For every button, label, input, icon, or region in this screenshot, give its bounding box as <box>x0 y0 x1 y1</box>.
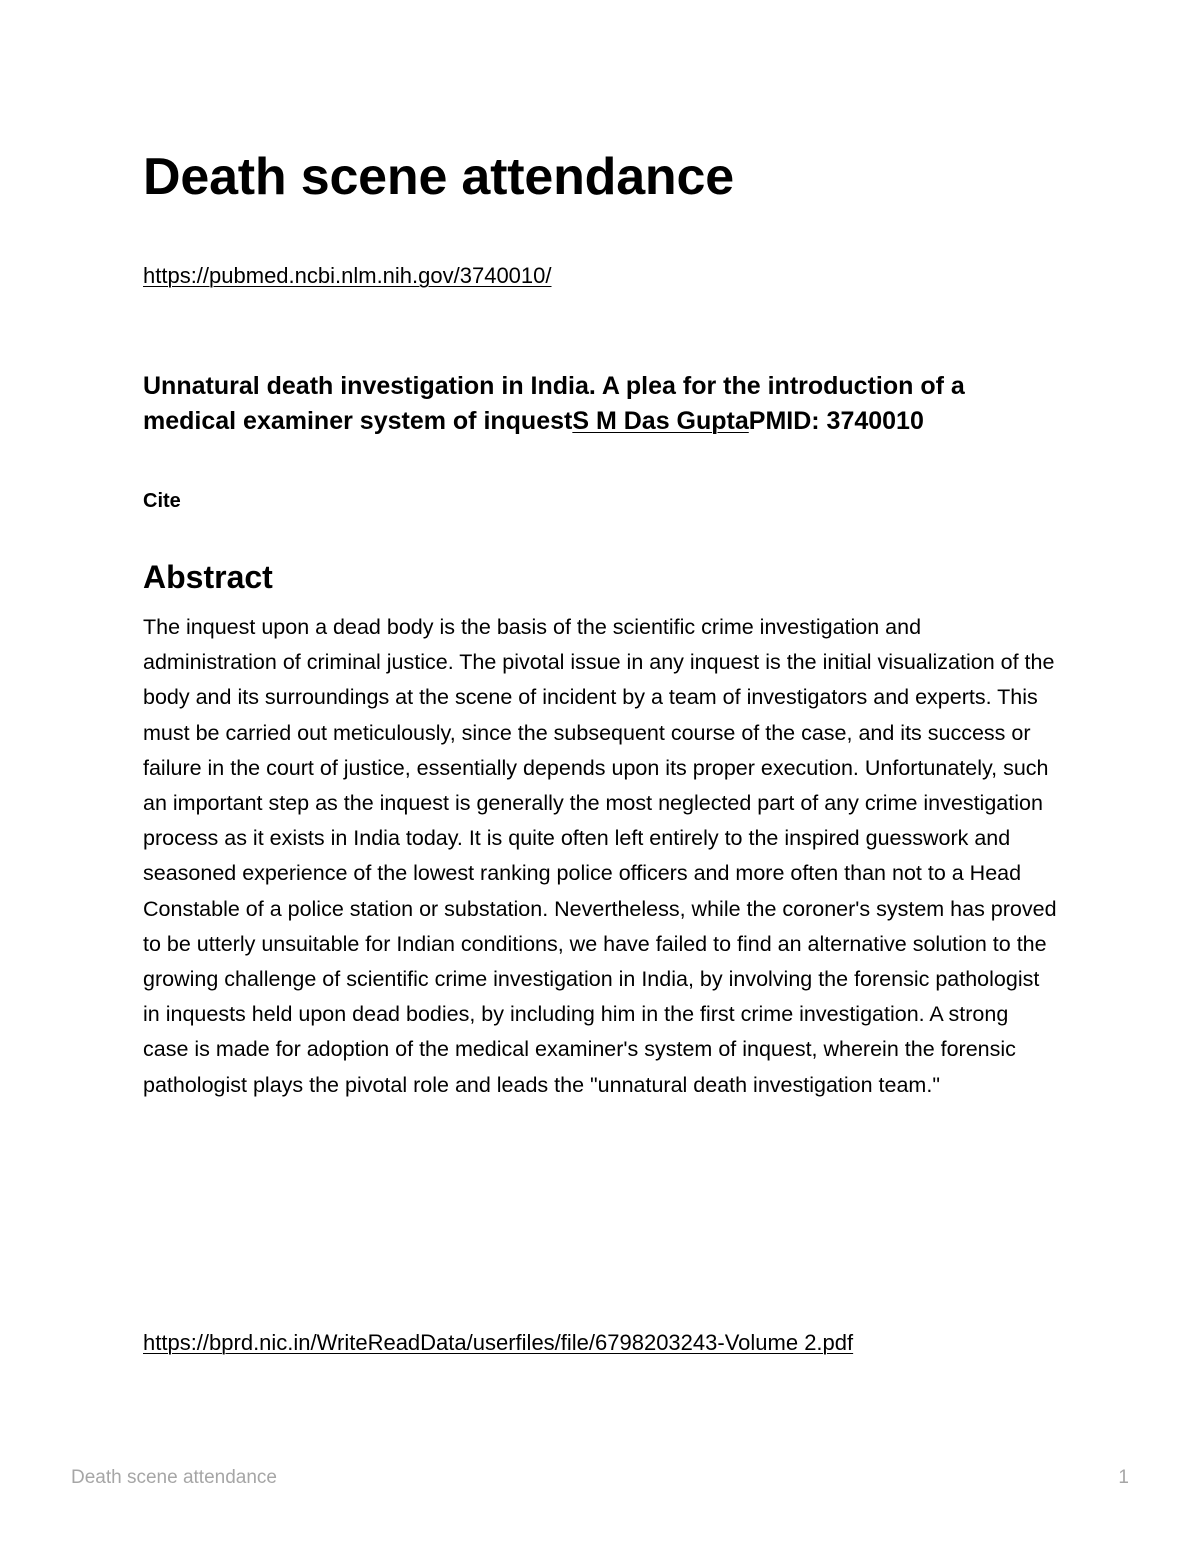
abstract-text: The inquest upon a dead body is the basis of the scientific crime investigation and administration of criminal justice. The pivotal issue in any inquest is the initial visualization of the body and its surroundings at the scene of incident by a team of investigators and experts. This must be carried out meticulously, since the subsequent course of the case, and its success or failure in the court of justice, essentially depends upon its proper execution. Unfortunately, such an important step as the inquest is generally the most neglected part of any crime investigation process as it exists in India today. It is quite often left entirely to the inspired guesswork and seasoned experience of the lowest ranking police officers and more often than not to a Head Constable of a police station or substation. Nevertheless, while the coroner's system has proved to be utterly unsuitable for Indian conditions, we have failed to find an alternative solution to the growing challenge of scientific crime investigation in India, by involving the forensic pathologist in inquests held upon dead bodies, by including him in the first crime investigation. A strong case is made for adoption of the medical examiner's system of inquest, wherein the forensic pathologist plays the pivotal role and leads the "unnatural death investigation team." <box>143 615 1057 1097</box>
abstract-heading: Abstract <box>143 559 273 595</box>
cite-button[interactable]: Cite <box>143 490 181 512</box>
bprd-pdf-link[interactable]: https://bprd.nic.in/WriteReadData/userfiles/file/6798203243-Volume 2.pdf <box>143 1330 854 1355</box>
author-link[interactable]: S M Das Gupta <box>572 407 749 435</box>
article-heading <box>143 369 1063 439</box>
footer-title: Death scene attendance <box>71 1467 277 1488</box>
document-title: Death scene attendance <box>143 148 734 206</box>
page-number: 1 <box>1118 1467 1129 1488</box>
pmid-label: PMID: 3740010 <box>748 407 924 435</box>
article-title: Unnatural death investigation in India. A plea for the introduction of a medical examiner system of inquest <box>143 372 965 435</box>
pubmed-link[interactable]: https://pubmed.ncbi.nlm.nih.gov/3740010/ <box>143 263 552 288</box>
